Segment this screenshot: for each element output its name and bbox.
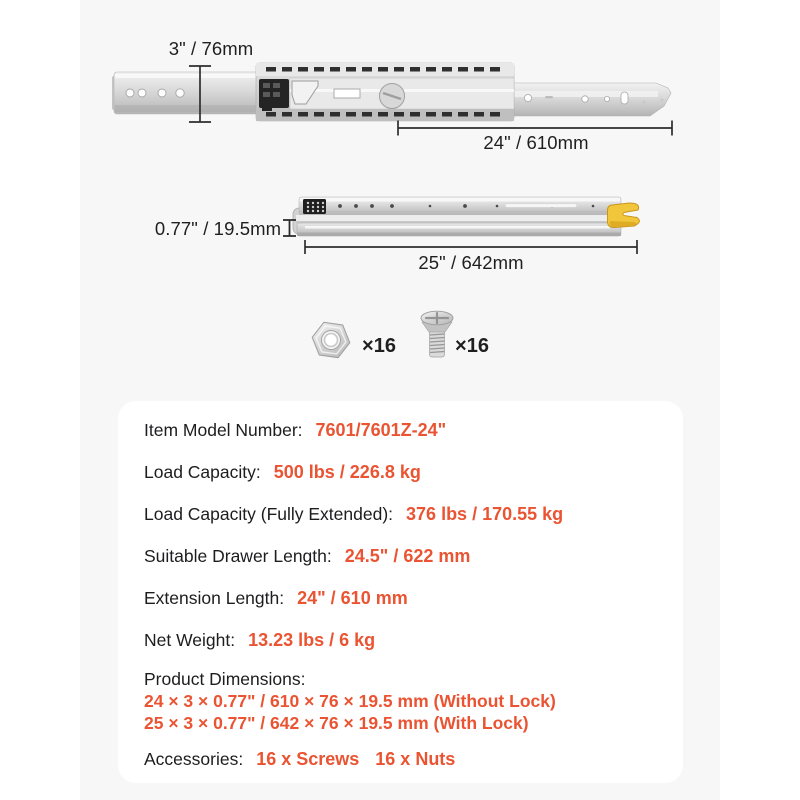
spec-row-drawer-length [144,546,661,567]
thickness-dimension-label: 0.77" / 19.5mm [154,218,282,239]
spec-value: 13.23 lbs / 6 kg [248,630,376,650]
total-length-dimension-label: 25" / 642mm [418,252,524,273]
spec-row-accessories [144,749,661,770]
extended-slide-drawing [112,63,671,121]
spec-label: Item Model Number: [144,420,303,440]
height-dimension-label: 3" / 76mm [168,38,254,59]
spec-value: 7601/7601Z-24" [315,420,447,440]
spec-row-model [144,420,661,441]
spec-value: 24.5" / 622 mm [344,546,471,566]
screw-icon [421,311,453,357]
spec-label: Net Weight: [144,630,236,650]
spec-product-dimensions [144,668,661,734]
spec-row-extension-length [144,588,661,609]
nut-icon [310,321,352,359]
spec-label: Accessories: [144,749,244,769]
spec-value: 500 lbs / 226.8 kg [273,462,421,482]
extension-dimension-label: 24" / 610mm [483,132,589,153]
spec-label: Suitable Drawer Length: [144,546,332,566]
spec-dimension-with-lock: 25 × 3 × 0.77" / 642 × 76 × 19.5 mm (With Lock) [144,713,529,733]
spec-label: Load Capacity (Fully Extended): [144,504,394,524]
screw-count-label: ×16 [455,335,489,357]
spec-value-screws: 16 x Screws [256,749,360,769]
spec-row-load-capacity [144,462,661,483]
spec-label: Load Capacity: [144,462,261,482]
spec-panel [118,401,683,783]
spec-row-net-weight [144,630,661,651]
spec-value-nuts: 16 x Nuts [375,749,456,769]
spec-label: Product Dimensions: [144,669,306,689]
spec-value: 24" / 610 mm [297,588,408,608]
nut-count-label: ×16 [362,335,396,357]
spec-value: 376 lbs / 170.55 kg [406,504,564,524]
spec-label: Extension Length: [144,588,285,608]
closed-slide-drawing [293,197,639,236]
spec-row-load-capacity-extended [144,504,661,525]
spec-dimension-without-lock: 24 × 3 × 0.77" / 610 × 76 × 19.5 mm (Without Lock) [144,691,556,711]
